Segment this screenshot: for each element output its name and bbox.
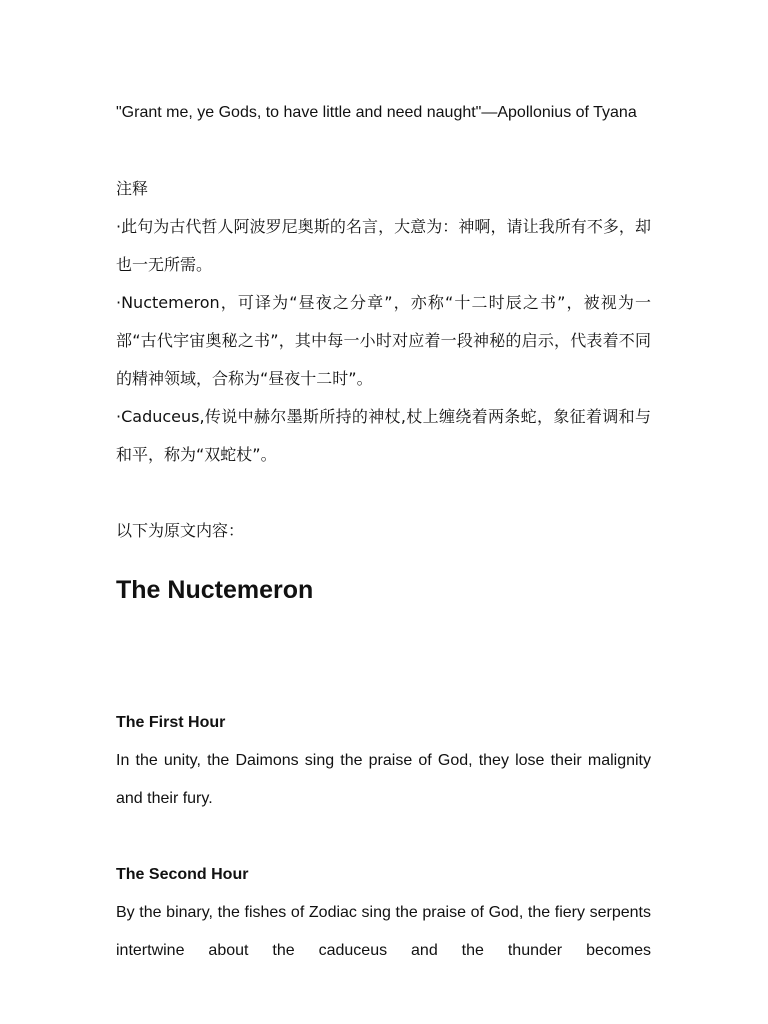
hour-heading: The Second Hour: [116, 866, 249, 883]
text-heading: 以下为原文内容：: [116, 521, 245, 540]
hour-text: By the binary, the fishes of Zodiac sing the praise of God, the fiery serpents intertwine about the caduceus and the thunder becomes: [116, 904, 651, 959]
blank-line: [116, 818, 651, 856]
hour-text: In the unity, the Daimons sing the praise of God, they lose their malignity and their fury.: [116, 752, 651, 807]
blank-line: [116, 666, 651, 704]
blank-line: [116, 474, 651, 512]
note-item: ·Nuctemeron，可译为“昼夜之分章”，亦称“十二时辰之书”，被视为一部“古代宇宙奥秘之书”，其中每一小时对应着一段神秘的启示，代表着不同的精神领域，合称为“昼夜十二时”。: [116, 293, 651, 388]
blank-line: [116, 132, 651, 170]
note-item: ·此句为古代哲人阿波罗尼奥斯的名言，大意为：神啊，请让我所有不多，却也一无所需。: [116, 217, 651, 274]
notes-heading: 注释: [116, 179, 149, 198]
document-title: The Nuctemeron: [116, 576, 314, 604]
note-item: ·Caduceus,传说中赫尔墨斯所持的神杖,杖上缠绕着两条蛇，象征着调和与和平，称为“双蛇杖”。: [116, 407, 651, 464]
document-body: [116, 94, 651, 970]
blank-line: [116, 628, 651, 666]
epigraph: "Grant me, ye Gods, to have little and need naught"—Apollonius of Tyana: [116, 104, 637, 121]
hour-heading: The First Hour: [116, 714, 226, 731]
